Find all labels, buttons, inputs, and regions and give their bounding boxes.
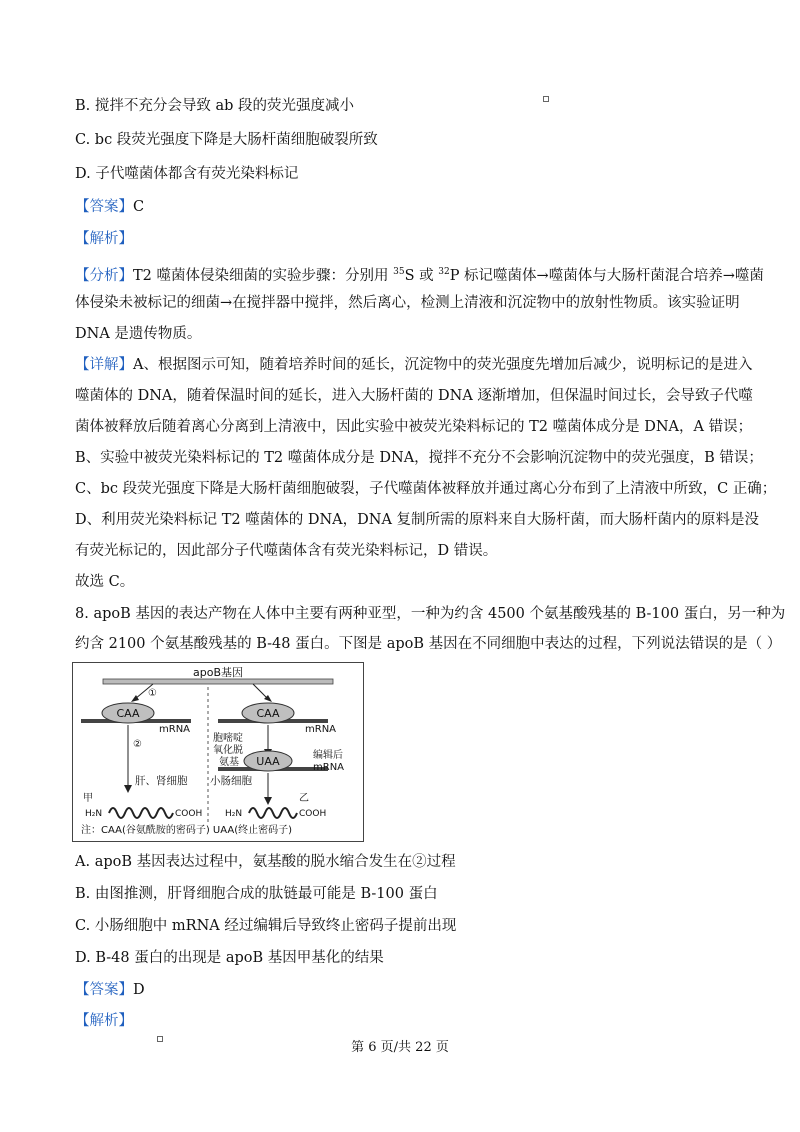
option-d: D. 子代噬菌体都含有荧光染料标记 — [75, 166, 299, 182]
xiangjie-text-1: A、根据图示可知，随着培养时间的延长，沉淀物中的荧光强度先增加后减少，说明标记的是进入 — [133, 357, 753, 373]
answer-value: C — [133, 199, 145, 215]
fenxi-text-c: P 标记噬菌体→噬菌体与大肠杆菌混合培养→噬菌 — [449, 267, 764, 284]
xiangjie-line-6: D、利用荧光染料标记 T2 噬菌体的 DNA，DNA 复制所需的原料来自大肠杆菌，而大肠杆菌内的原料是没 — [75, 512, 760, 528]
xiangjie-line-1 — [75, 355, 752, 375]
answer-1 — [75, 197, 144, 217]
peptide-right — [249, 808, 297, 818]
uaa-label: UAA — [256, 755, 280, 768]
xiangjie-line-7: 有荧光标记的，因此部分子代噬菌体含有荧光染料标记，D 错误。 — [75, 543, 498, 559]
h2n-left: H₂N — [85, 809, 103, 819]
caa-left-label: CAA — [116, 707, 140, 720]
deamination-3: 氨基 — [219, 757, 239, 768]
yi-label: 乙 — [299, 793, 309, 804]
conclusion: 故选 C。 — [75, 574, 135, 590]
option-b: B. 搅拌不充分会导致 ab 段的荧光强度减小 — [75, 98, 355, 114]
cooh-right: COOH — [299, 809, 327, 819]
cooh-left: COOH — [175, 809, 203, 819]
deamination-1: 胞嘧啶 — [213, 733, 243, 744]
analysis-label-2: 【解析】 — [75, 1013, 133, 1029]
xiangjie-label: 【详解】 — [75, 357, 133, 373]
marker-dot-top — [543, 96, 549, 102]
superscript-35: 35 — [393, 267, 405, 277]
fenxi-text-a: T2 噬菌体侵染细菌的实验步骤：分别用 — [133, 267, 389, 284]
fenxi-line-2: 体侵染未被标记的细菌→在搅拌器中搅拌，然后离心，检测上清液和沉淀物中的放射性物质。该实验证明 — [75, 295, 740, 311]
fenxi-line-1 — [75, 262, 764, 286]
diagram-svg — [73, 663, 363, 841]
superscript-32: 32 — [438, 267, 450, 277]
caa-right-label: CAA — [256, 707, 280, 720]
step1-label: ① — [148, 688, 157, 699]
xiangjie-line-2: 噬菌体的 DNA，随着保温时间的延长，进入大肠杆菌的 DNA 逐渐增加，但保温时间过长，会导致子代噬 — [75, 388, 753, 404]
xiangjie-line-3: 菌体被释放后随着离心分离到上清液中，因此实验中被荧光染料标记的 T2 噬菌体成分是 DNA，A 错误； — [75, 419, 753, 435]
mrna-left-label: mRNA — [159, 724, 191, 735]
mrna-right-label: mRNA — [305, 724, 337, 735]
answer-2 — [75, 980, 145, 1000]
page-footer: 第 6 页/共 22 页 — [351, 1040, 449, 1055]
edited-label-1: 编辑后 — [313, 750, 343, 761]
option-c: C. bc 段荧光强度下降是大肠杆菌细胞破裂所致 — [75, 132, 378, 148]
apob-expression-diagram — [72, 662, 364, 842]
deamination-2: 氧化脱 — [213, 745, 243, 756]
fenxi-text-b: S 或 — [404, 267, 434, 284]
answer-label: 【答案】 — [75, 199, 133, 215]
diagram-note: 注：CAA(谷氨酰胺的密码子) UAA(终止密码子) — [81, 825, 293, 836]
question-8-line-1: 8. apoB 基因的表达产物在人体中主要有两种亚型，一种为约含 4500 个氨基酸残基的 B-100 蛋白，另一种为 — [75, 606, 786, 622]
question-8-option-d: D. B-48 蛋白的出现是 apoB 基因甲基化的结果 — [75, 950, 384, 966]
liver-kidney-label: 肝、肾细胞 — [135, 775, 188, 787]
peptide-left — [109, 808, 173, 818]
answer-value-2: D — [133, 982, 145, 998]
question-8-option-a: A. apoB 基因表达过程中，氨基酸的脱水缩合发生在②过程 — [75, 854, 456, 870]
question-8-option-c: C. 小肠细胞中 mRNA 经过编辑后导致终止密码子提前出现 — [75, 918, 457, 934]
edited-label-2: mRNA — [313, 762, 345, 773]
step2-label: ② — [133, 739, 142, 750]
question-8-line-2: 约含 2100 个氨基酸残基的 B-48 蛋白。下图是 apoB 基因在不同细胞中表达的过程，下列说法错误的是（ ） — [75, 636, 782, 652]
answer-label-2: 【答案】 — [75, 982, 133, 998]
gene-bar — [103, 679, 333, 684]
arrow-right-transcription — [253, 684, 268, 699]
fenxi-label: 【分析】 — [75, 267, 133, 284]
xiangjie-line-5: C、bc 段荧光强度下降是大肠杆菌细胞破裂，子代噬菌体被释放并通过离心分布到了上清液中所致，C 正确； — [75, 481, 777, 497]
h2n-right: H₂N — [225, 809, 243, 819]
jia-label: 甲 — [83, 793, 93, 804]
intestine-label: 小肠细胞 — [210, 775, 252, 787]
gene-label: apoB基因 — [193, 666, 243, 679]
analysis-label-1: 【解析】 — [75, 231, 133, 247]
xiangjie-line-4: B、实验中被荧光染料标记的 T2 噬菌体成分是 DNA，搅拌不充分不会影响沉淀物中的荧光强度，B 错误； — [75, 450, 763, 466]
question-8-option-b: B. 由图推测，肝肾细胞合成的肽链最可能是 B-100 蛋白 — [75, 886, 438, 902]
fenxi-line-3: DNA 是遗传物质。 — [75, 326, 202, 342]
